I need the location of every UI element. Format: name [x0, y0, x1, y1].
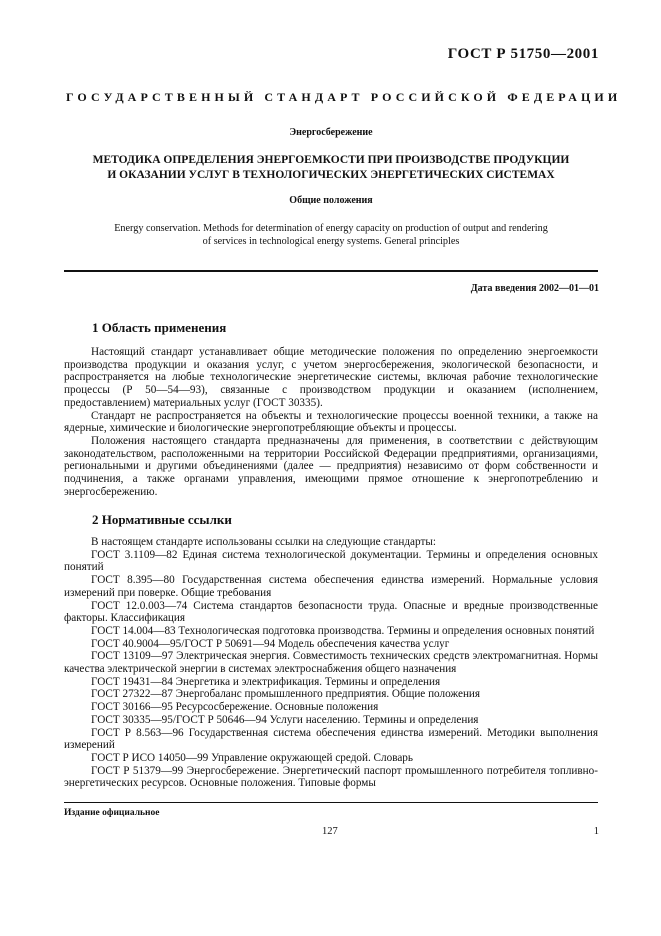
- section-1-paragraph: Стандарт не распространяется на объекты и технологические процессы военной техники, а также на ядерные, химические и биологические энергопотребляющие объекты и процессы.: [64, 409, 598, 435]
- reference-item: ГОСТ Р 51379—99 Энергосбережение. Энергетический паспорт промышленного потребителя топливно-энергетических ресурсов. Основные положения. Типовые формы: [64, 764, 598, 790]
- section-1-paragraph: Настоящий стандарт устанавливает общие методические положения по определению энергоемкости производства продукции и оказания услуг, с учетом энергосбережения, экологической безопасности, и распространяется на любые технологические энергетические системы, включая рабочие технологические процессы (Р 50—54—93), связанные с производством продукции и оказанием (исполнением, предоставлением) материальных услуг (ГОСТ 30335).: [64, 346, 598, 409]
- gost-number: ГОСТ Р 51750—2001: [447, 46, 599, 62]
- state-standard-title: ГОСУДАРСТВЕННЫЙ СТАНДАРТ РОССИЙСКОЙ ФЕДЕРАЦИИ: [66, 90, 622, 104]
- footer-divider: [64, 802, 598, 803]
- reference-item: ГОСТ 13109—97 Электрическая энергия. Совместимость технических средств электромагнитная. Нормы качества электрической энергии в системах электроснабжения общего назначения: [64, 650, 598, 676]
- topic-heading: Энергосбережение: [289, 127, 373, 138]
- reference-item: ГОСТ 40.9004—95/ГОСТ Р 50691—94 Модель обеспечения качества услуг: [91, 637, 450, 650]
- section-1-body: [64, 346, 598, 498]
- introduction-date: Дата введения 2002—01—01: [470, 283, 599, 294]
- reference-item: ГОСТ Р ИСО 14050—99 Управление окружающей средой. Словарь: [91, 751, 413, 764]
- sheet-number: 1: [593, 826, 599, 837]
- official-edition-label: Издание официальное: [64, 808, 160, 818]
- english-title-line-1: Energy conservation. Methods for determination of energy capacity on production of output and rendering: [114, 223, 548, 234]
- reference-item: ГОСТ Р 8.563—96 Государственная система обеспечения единства измерений. Методики выполнения измерений: [64, 726, 598, 752]
- reference-item: ГОСТ 27322—87 Энергобаланс промышленного предприятия. Общие положения: [91, 688, 481, 701]
- section-2-body: [64, 536, 598, 790]
- english-title: [62, 222, 600, 248]
- section-1-heading: 1 Область применения: [92, 320, 227, 335]
- reference-item: ГОСТ 30166—95 Ресурсосбережение. Основные положения: [91, 701, 379, 714]
- section-2-intro: В настоящем стандарте использованы ссылки на следующие стандарты:: [91, 536, 436, 548]
- document-subtitle: Общие положения: [289, 195, 373, 206]
- reference-item: ГОСТ 30335—95/ГОСТ Р 50646—94 Услуги населению. Термины и определения: [91, 713, 479, 726]
- reference-item: ГОСТ 8.395—80 Государственная система обеспечения единства измерений. Нормальные условия измерений при поверке. Общие требования: [64, 574, 598, 599]
- document-title: [62, 153, 600, 183]
- reference-item: ГОСТ 14.004—83 Технологическая подготовка производства. Термины и определения основных понятий: [91, 624, 595, 637]
- english-title-line-2: of services in technological energy systems. General principles: [202, 236, 460, 247]
- section-1-paragraph: Положения настоящего стандарта предназначены для применения, в соответствии с действующим законодательством, расположенными на территории Российской Федерации предприятиями, организациями, региональными и другими объединениями (далее — предприятия) независимо от форм собственности и подчинения, а также органами управления, имеющими прямое отношение к энергопотреблению и энергосбережению.: [64, 434, 598, 498]
- document-title-line-2: И ОКАЗАНИИ УСЛУГ В ТЕХНОЛОГИЧЕСКИХ ЭНЕРГЕТИЧЕСКИХ СИСТЕМАХ: [107, 169, 555, 181]
- header-divider: [64, 270, 598, 272]
- reference-item: ГОСТ 3.1109—82 Единая система технологической документации. Термины и определения основных понятий: [64, 548, 598, 574]
- section-2-heading: 2 Нормативные ссылки: [92, 512, 232, 527]
- document-title-line-1: МЕТОДИКА ОПРЕДЕЛЕНИЯ ЭНЕРГОЕМКОСТИ ПРИ ПРОИЗВОДСТВЕ ПРОДУКЦИИ: [92, 154, 570, 166]
- reference-item: ГОСТ 19431—84 Энергетика и электрификация. Термины и определения: [91, 675, 441, 688]
- page-number: 127: [322, 826, 338, 837]
- reference-item: ГОСТ 12.0.003—74 Система стандартов безопасности труда. Опасные и вредные производственные факторы. Классификация: [64, 599, 598, 625]
